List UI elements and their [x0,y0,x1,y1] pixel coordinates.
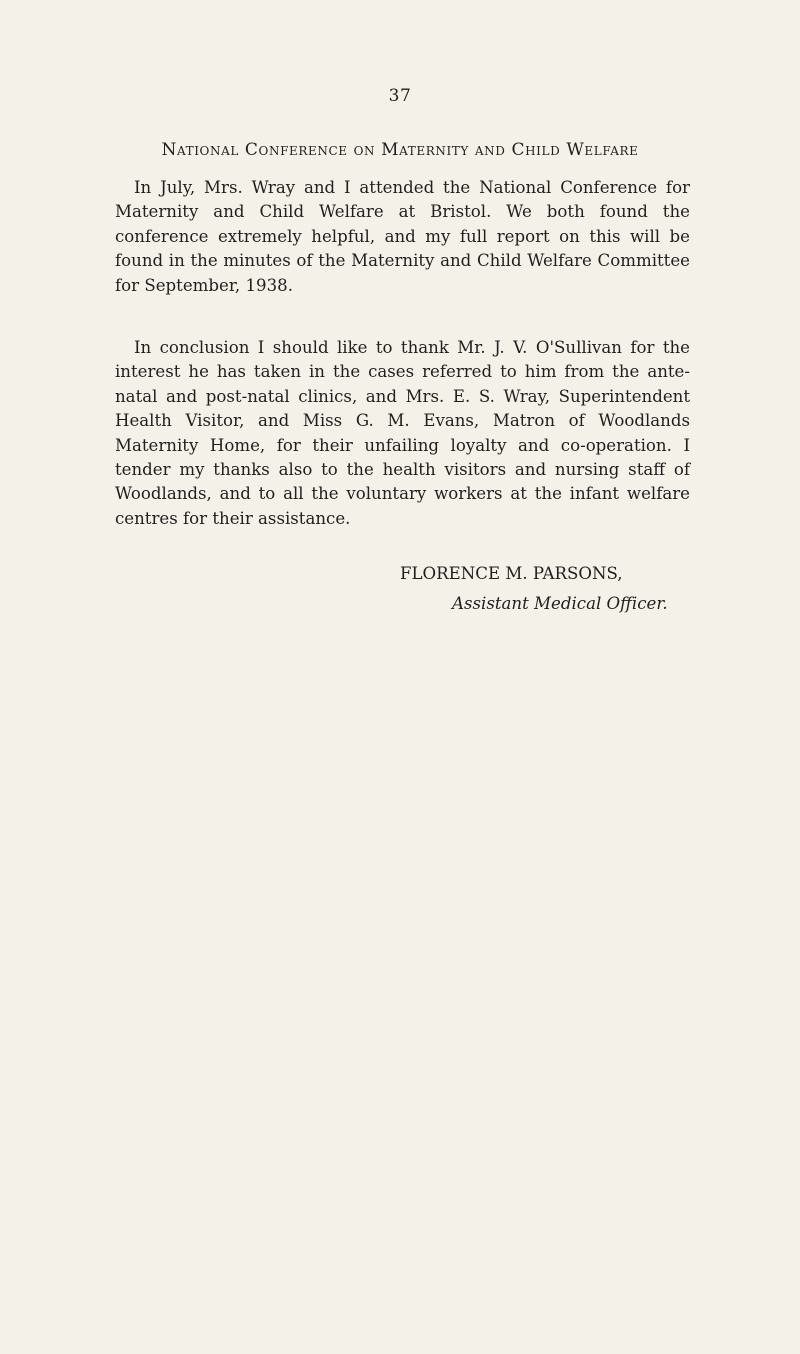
signature-name: FLORENCE M. PARSONS, [400,564,623,583]
paragraph-acknowledgements: In conclusion I should like to thank Mr. J. V. O'Sullivan for the interest he has taken in the cases referred to him from the ante-natal and post-natal clinics, and Mrs. E. S. Wray, Superintendent Health Visitor, and Miss G. M. Evans, Matron of Woodlands Maternity Home, for their unfailing loyalty and co-operation. I tender my thanks also to the health visitors and nursing staff of Woodlands, and to all the voluntary workers at the infant welfare centres for their assistance. [115,338,690,528]
section-heading: National Conference on Maternity and Child Welfare [161,140,639,160]
paragraph-block-1 [115,176,690,298]
signature-title: Assistant Medical Officer. [452,594,668,613]
paragraph-block-2 [115,336,690,531]
paragraph-conference: In July, Mrs. Wray and I attended the National Conference for Maternity and Child Welfare at Bristol. We both found the conference extremely helpful, and my full report on this will be found in the minutes of the Maternity and Child Welfare Committee for September, 1938. [115,178,690,295]
page-number: 37 [388,86,412,106]
